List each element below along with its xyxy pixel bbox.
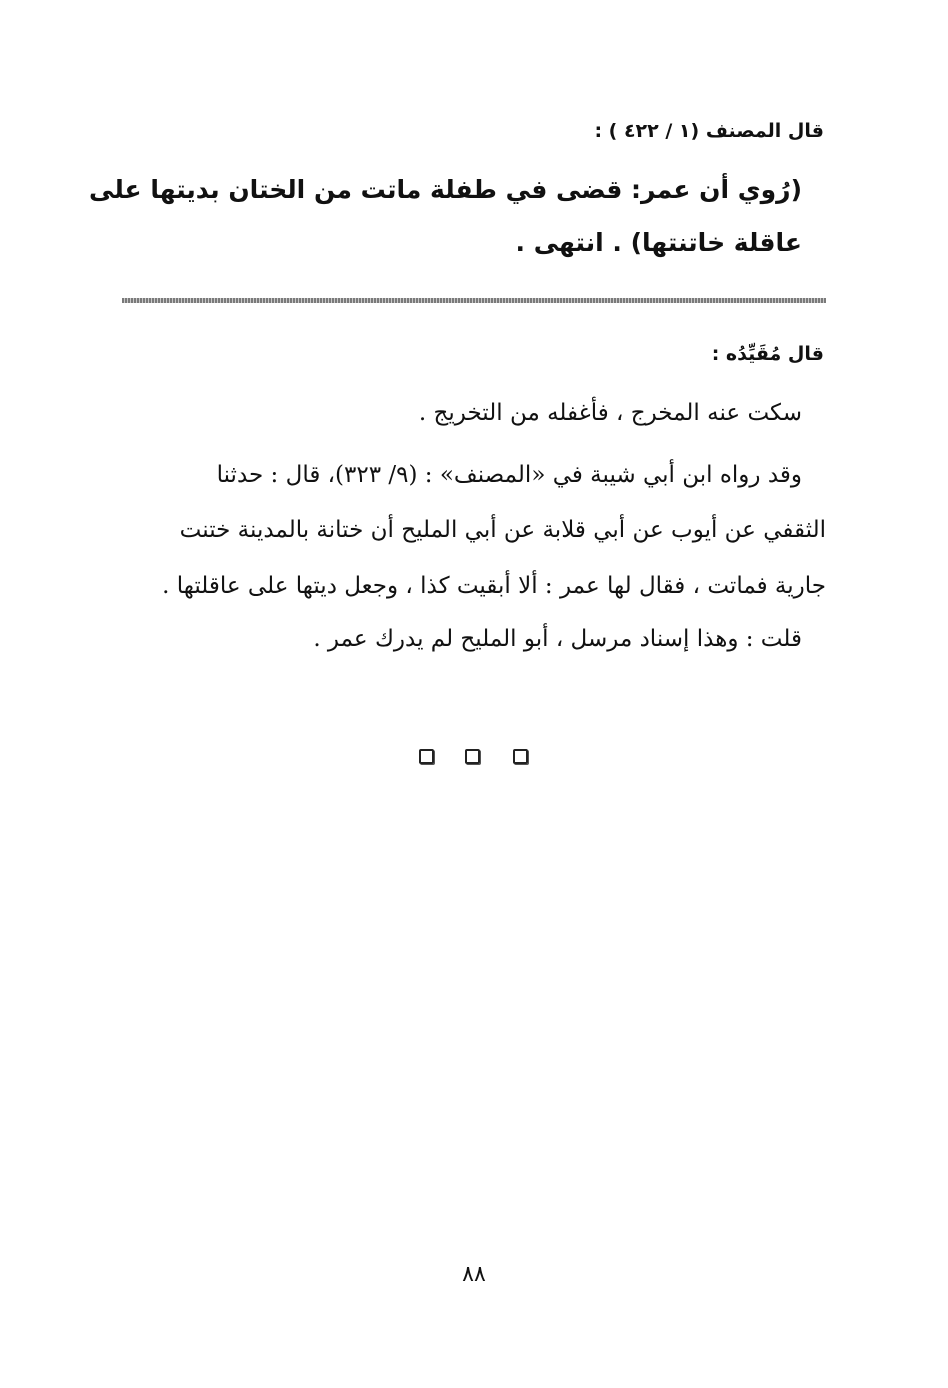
body-line-4: جارية فماتت ، فقال لها عمر : ألا أبقيت كذا ، وجعل ديتها على عاقلتها . — [162, 573, 826, 599]
body-line-1: سكت عنه المخرج ، فأغفله من التخريج . — [418, 400, 802, 426]
body-line-3: الثقفي عن أيوب عن أبي قلابة عن أبي المليح أن ختانة بالمدينة ختنت — [179, 517, 826, 543]
square-ornament-icon — [513, 749, 528, 764]
section-divider — [122, 298, 826, 303]
body-line-5: قلت : وهذا إسناد مرسل ، أبو المليح لم يدرك عمر . — [313, 626, 802, 652]
square-ornament-icon — [465, 749, 480, 764]
quote-line-2: عاقلة خاتنتها) . انتهى . — [515, 228, 802, 257]
square-ornament-icon — [419, 749, 434, 764]
section-end-ornaments — [419, 749, 529, 765]
body-line-2: وقد رواه ابن أبي شيبة في «المصنف» : (٩/ ٣٢٣)، قال : حدثنا — [216, 462, 802, 488]
quote-line-1: (رُوي أن عمر: قضى في طفلة ماتت من الختان بديتها على — [89, 175, 802, 204]
page-number: ٨٨ — [462, 1262, 486, 1287]
author-heading: قال المصنف (١ / ٤٢٢ ) : — [594, 120, 824, 142]
commentator-heading: قال مُقَيِّدُه : — [711, 343, 824, 365]
